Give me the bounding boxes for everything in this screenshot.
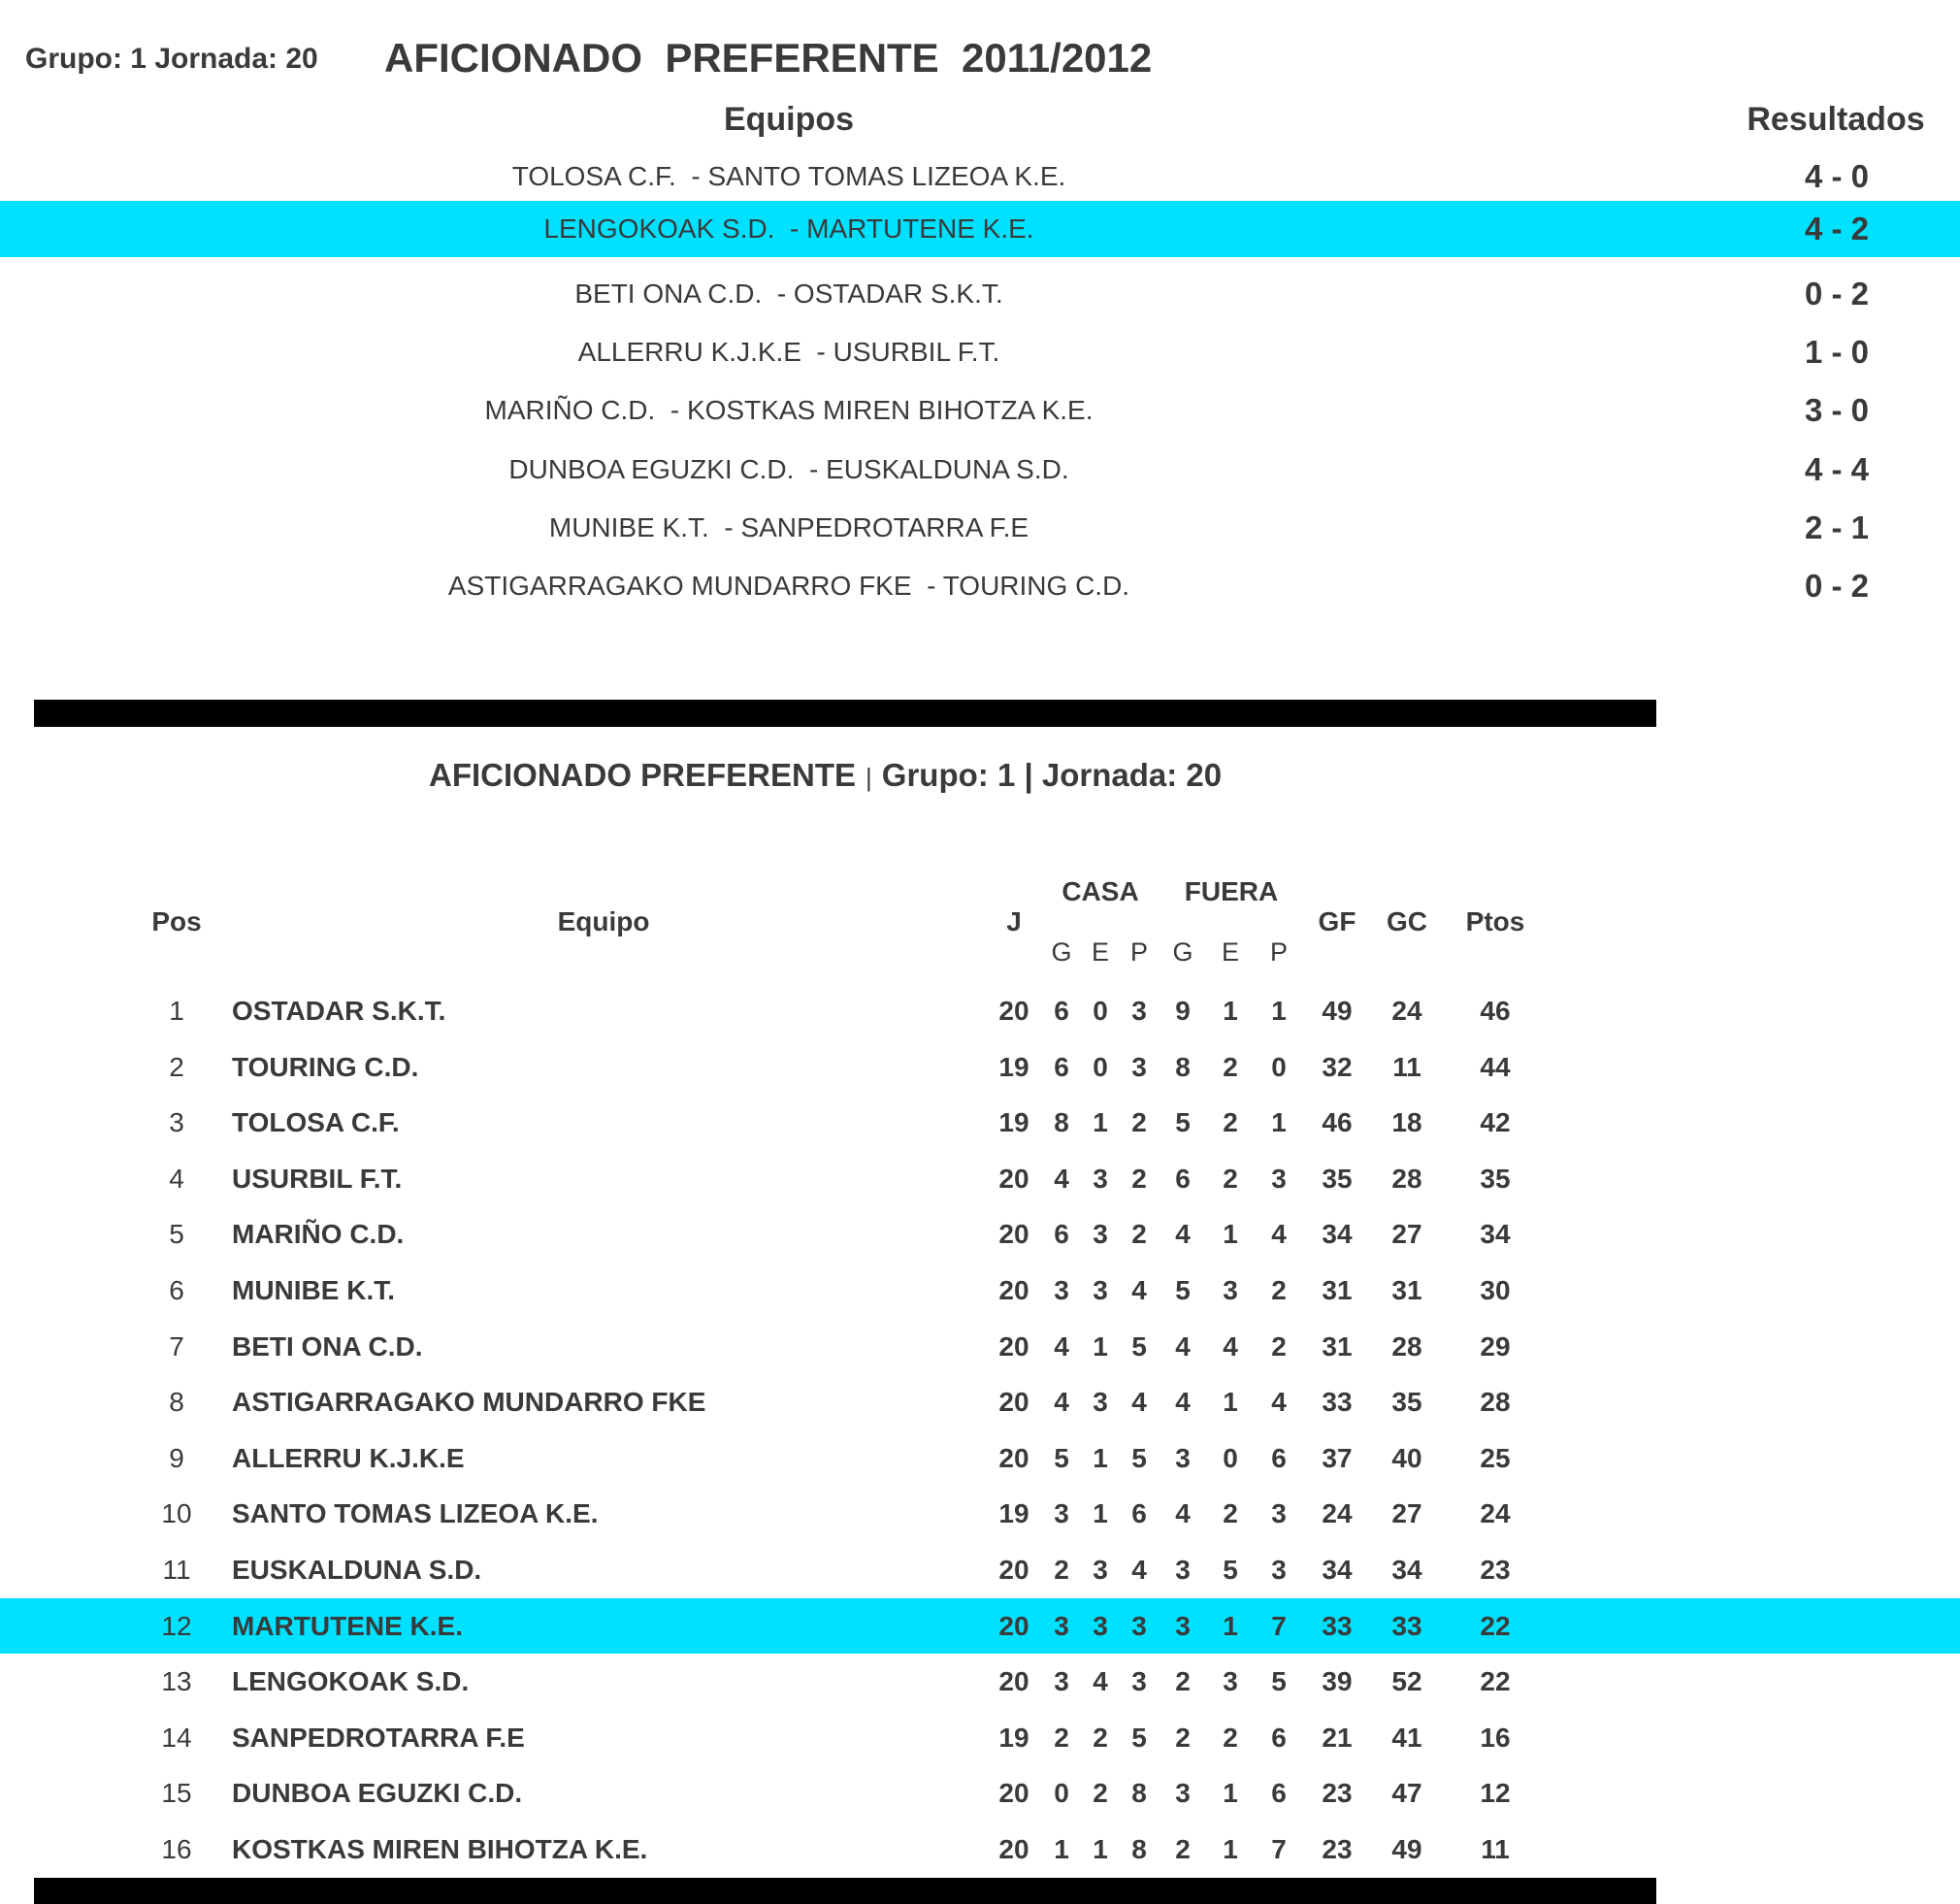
- home-drawn-cell: 3: [1093, 1386, 1108, 1417]
- away-drawn-cell: 2: [1223, 1106, 1238, 1137]
- away-lost-cell: 2: [1271, 1274, 1287, 1305]
- away-column-header: FUERA: [1184, 876, 1279, 906]
- played-cell: 19: [998, 1051, 1029, 1082]
- goals-against-cell: 35: [1391, 1386, 1422, 1417]
- home-drawn-cell: 3: [1093, 1554, 1108, 1585]
- standings-row: [0, 983, 1960, 1038]
- match-teams: LENGOKOAK S.D. - MARTUTENE K.E.: [543, 213, 1034, 244]
- played-cell: 19: [998, 1106, 1029, 1137]
- goals-for-cell: 21: [1322, 1722, 1353, 1753]
- team-column-header: Equipo: [557, 906, 650, 936]
- standings-row: [0, 1374, 1960, 1429]
- bottom-divider-bar: [34, 1878, 1656, 1904]
- away-drawn-cell: 1: [1223, 1218, 1238, 1249]
- away-drawn-cell: 3: [1223, 1274, 1238, 1305]
- away-lost-cell: 3: [1271, 1554, 1287, 1585]
- goals-for-cell: 32: [1322, 1051, 1353, 1082]
- divider-bar: [34, 700, 1656, 727]
- match-teams: DUNBOA EGUZKI C.D. - EUSKALDUNA S.D.: [508, 454, 1069, 484]
- team-name: ALLERRU K.J.K.E: [232, 1442, 465, 1473]
- home-drawn-header: E: [1091, 937, 1110, 967]
- played-column-header: J: [1006, 906, 1022, 936]
- goals-for-cell: 33: [1322, 1610, 1353, 1641]
- goals-against-cell: 24: [1391, 995, 1422, 1026]
- home-lost-cell: 3: [1131, 995, 1147, 1026]
- points-cell: 29: [1480, 1330, 1511, 1362]
- away-drawn-cell: 1: [1223, 1777, 1238, 1808]
- away-won-cell: 4: [1175, 1218, 1191, 1249]
- standings-row: [0, 1263, 1960, 1318]
- home-lost-cell: 4: [1131, 1274, 1147, 1305]
- goals-for-cell: 23: [1322, 1833, 1353, 1864]
- goals-against-cell: 18: [1391, 1106, 1422, 1137]
- standings-league: AFICIONADO PREFERENTE: [429, 757, 857, 793]
- match-score: 4 - 4: [1804, 451, 1870, 487]
- points-cell: 44: [1480, 1051, 1511, 1082]
- position-cell: 10: [161, 1497, 192, 1528]
- position-cell: 3: [169, 1106, 184, 1137]
- home-drawn-cell: 3: [1093, 1163, 1108, 1194]
- position-cell: 16: [161, 1833, 192, 1864]
- home-lost-cell: 2: [1131, 1163, 1147, 1194]
- team-name: TOLOSA C.F.: [232, 1106, 400, 1137]
- goals-against-cell: 28: [1391, 1330, 1422, 1362]
- team-name: OSTADAR S.K.T.: [232, 995, 446, 1026]
- points-cell: 34: [1480, 1218, 1511, 1249]
- position-cell: 15: [161, 1777, 192, 1808]
- home-drawn-cell: 2: [1093, 1777, 1108, 1808]
- standings-row: [0, 1095, 1960, 1150]
- points-header: Ptos: [1465, 906, 1525, 936]
- home-lost-cell: 8: [1131, 1777, 1147, 1808]
- played-cell: 20: [998, 1777, 1029, 1808]
- away-won-cell: 3: [1175, 1442, 1191, 1473]
- standings-row: [0, 1654, 1960, 1709]
- away-drawn-cell: 1: [1223, 1610, 1238, 1641]
- goals-against-header: GC: [1387, 906, 1427, 936]
- standings-group-round: Grupo: 1 | Jornada: 20: [881, 757, 1223, 793]
- home-lost-cell: 4: [1131, 1386, 1147, 1417]
- away-won-cell: 4: [1175, 1386, 1191, 1417]
- pos-column-header: Pos: [151, 906, 202, 936]
- away-drawn-cell: 2: [1223, 1722, 1238, 1753]
- away-drawn-cell: 1: [1223, 1833, 1238, 1864]
- match-teams: ASTIGARRAGAKO MUNDARRO FKE - TOURING C.D.: [447, 571, 1130, 601]
- home-drawn-cell: 1: [1093, 1330, 1108, 1362]
- home-drawn-cell: 1: [1093, 1833, 1108, 1864]
- standings-row: [0, 1151, 1960, 1206]
- home-lost-cell: 5: [1131, 1330, 1147, 1362]
- away-drawn-cell: 3: [1223, 1665, 1238, 1696]
- points-cell: 16: [1480, 1722, 1511, 1753]
- goals-against-cell: 49: [1391, 1833, 1422, 1864]
- team-name: MARTUTENE K.E.: [232, 1610, 463, 1641]
- home-won-cell: 4: [1054, 1386, 1069, 1417]
- goals-for-cell: 49: [1322, 995, 1353, 1026]
- home-lost-cell: 2: [1131, 1106, 1147, 1137]
- match-row: [0, 500, 1960, 556]
- home-drawn-cell: 2: [1093, 1722, 1108, 1753]
- away-drawn-cell: 2: [1223, 1497, 1238, 1528]
- home-lost-cell: 4: [1131, 1554, 1147, 1585]
- home-won-cell: 3: [1054, 1610, 1069, 1641]
- away-won-cell: 3: [1175, 1554, 1191, 1585]
- played-cell: 20: [998, 1386, 1029, 1417]
- team-name: KOSTKAS MIREN BIHOTZA K.E.: [232, 1833, 648, 1864]
- match-teams: ALLERRU K.J.K.E - USURBIL F.T.: [577, 337, 1000, 367]
- away-drawn-header: E: [1221, 937, 1240, 967]
- home-won-cell: 3: [1054, 1274, 1069, 1305]
- points-cell: 11: [1481, 1833, 1510, 1864]
- goals-against-cell: 34: [1391, 1554, 1422, 1585]
- match-score: 4 - 0: [1804, 158, 1870, 194]
- home-won-cell: 6: [1054, 995, 1069, 1026]
- away-won-cell: 2: [1175, 1833, 1191, 1864]
- home-drawn-cell: 1: [1093, 1497, 1108, 1528]
- away-lost-cell: 0: [1271, 1051, 1287, 1082]
- away-lost-cell: 1: [1271, 1106, 1287, 1137]
- match-teams: MUNIBE K.T. - SANPEDROTARRA F.E: [548, 512, 1029, 542]
- home-won-cell: 6: [1054, 1218, 1069, 1249]
- points-cell: 12: [1480, 1777, 1511, 1808]
- home-lost-cell: 6: [1131, 1497, 1147, 1528]
- team-name: SANTO TOMAS LIZEOA K.E.: [232, 1497, 599, 1528]
- goals-for-cell: 31: [1322, 1330, 1353, 1362]
- points-cell: 24: [1480, 1497, 1511, 1528]
- away-drawn-cell: 5: [1223, 1554, 1238, 1585]
- away-drawn-cell: 2: [1223, 1163, 1238, 1194]
- goals-for-cell: 33: [1322, 1386, 1353, 1417]
- standings-row: [0, 1542, 1960, 1597]
- goals-against-cell: 27: [1391, 1497, 1422, 1528]
- away-won-cell: 3: [1175, 1777, 1191, 1808]
- away-drawn-cell: 0: [1223, 1442, 1238, 1473]
- away-won-cell: 2: [1175, 1665, 1191, 1696]
- goals-for-cell: 24: [1322, 1497, 1353, 1528]
- goals-for-cell: 34: [1322, 1218, 1353, 1249]
- page-title: AFICIONADO PREFERENTE 2011/2012: [384, 35, 1153, 81]
- away-won-cell: 5: [1175, 1106, 1191, 1137]
- home-won-cell: 2: [1054, 1554, 1069, 1585]
- goals-against-cell: 33: [1391, 1610, 1422, 1641]
- away-drawn-cell: 4: [1223, 1330, 1238, 1362]
- played-cell: 20: [998, 1665, 1029, 1696]
- points-cell: 30: [1480, 1274, 1511, 1305]
- played-cell: 20: [998, 1833, 1029, 1864]
- match-row: [0, 558, 1960, 614]
- match-row-highlighted: [0, 201, 1960, 257]
- points-cell: 22: [1480, 1665, 1511, 1696]
- home-drawn-cell: 0: [1093, 1051, 1108, 1082]
- match-row: [0, 442, 1960, 498]
- home-lost-cell: 3: [1131, 1051, 1147, 1082]
- played-cell: 20: [998, 1330, 1029, 1362]
- match-row: [0, 324, 1960, 380]
- position-cell: 4: [169, 1163, 184, 1194]
- team-name: TOURING C.D.: [232, 1051, 419, 1082]
- group-round-label: Grupo: 1 Jornada: 20: [25, 43, 318, 75]
- home-won-header: G: [1051, 937, 1072, 967]
- away-won-cell: 4: [1175, 1497, 1191, 1528]
- goals-against-cell: 11: [1392, 1051, 1421, 1082]
- home-drawn-cell: 1: [1093, 1442, 1108, 1473]
- home-won-cell: 2: [1054, 1722, 1069, 1753]
- position-cell: 1: [169, 995, 184, 1026]
- position-cell: 11: [162, 1554, 191, 1585]
- home-won-cell: 3: [1054, 1665, 1069, 1696]
- standings-row: [0, 1710, 1960, 1765]
- goals-against-cell: 27: [1391, 1218, 1422, 1249]
- home-lost-cell: 5: [1131, 1442, 1147, 1473]
- standings-row: [0, 1430, 1960, 1486]
- goals-against-cell: 28: [1391, 1163, 1422, 1194]
- home-lost-header: P: [1129, 937, 1149, 967]
- played-cell: 19: [998, 1722, 1029, 1753]
- away-drawn-cell: 1: [1223, 1386, 1238, 1417]
- standings-row: [0, 1039, 1960, 1095]
- goals-for-cell: 34: [1322, 1554, 1353, 1585]
- standings-row: [0, 1486, 1960, 1541]
- home-drawn-cell: 3: [1093, 1610, 1108, 1641]
- home-won-cell: 6: [1054, 1051, 1069, 1082]
- points-cell: 22: [1480, 1610, 1511, 1641]
- played-cell: 20: [998, 1274, 1029, 1305]
- home-lost-cell: 8: [1131, 1833, 1147, 1864]
- points-cell: 42: [1480, 1106, 1511, 1137]
- standings-row: [0, 1319, 1960, 1374]
- standings-row: [0, 1822, 1960, 1877]
- team-name: MARIÑO C.D.: [232, 1218, 405, 1249]
- home-column-header: CASA: [1062, 876, 1139, 906]
- points-cell: 25: [1480, 1442, 1511, 1473]
- away-lost-cell: 4: [1271, 1386, 1287, 1417]
- team-name: SANPEDROTARRA F.E: [232, 1722, 525, 1753]
- away-won-cell: 3: [1175, 1610, 1191, 1641]
- goals-for-cell: 39: [1322, 1665, 1353, 1696]
- away-won-cell: 4: [1175, 1330, 1191, 1362]
- position-cell: 7: [169, 1330, 184, 1362]
- away-lost-header: P: [1269, 937, 1289, 967]
- position-cell: 5: [169, 1218, 184, 1249]
- standings-row: [0, 1765, 1960, 1821]
- home-drawn-cell: 3: [1093, 1218, 1108, 1249]
- played-cell: 20: [998, 1163, 1029, 1194]
- position-cell: 9: [169, 1442, 184, 1473]
- away-won-cell: 9: [1175, 995, 1191, 1026]
- team-name: USURBIL F.T.: [232, 1163, 403, 1194]
- match-score: 4 - 2: [1804, 211, 1870, 246]
- results-column-header: Resultados: [1747, 101, 1925, 138]
- match-score: 2 - 1: [1804, 509, 1870, 545]
- position-cell: 14: [161, 1722, 192, 1753]
- away-lost-cell: 6: [1271, 1722, 1287, 1753]
- position-cell: 6: [169, 1274, 184, 1305]
- position-cell: 2: [169, 1051, 184, 1082]
- position-cell: 12: [161, 1610, 192, 1641]
- away-won-header: G: [1172, 937, 1193, 967]
- away-drawn-cell: 1: [1223, 995, 1238, 1026]
- points-cell: 28: [1480, 1386, 1511, 1417]
- goals-for-cell: 35: [1322, 1163, 1353, 1194]
- goals-for-cell: 37: [1322, 1442, 1353, 1473]
- away-lost-cell: 5: [1271, 1665, 1287, 1696]
- home-won-cell: 4: [1054, 1330, 1069, 1362]
- match-row: [0, 266, 1960, 322]
- position-cell: 13: [161, 1665, 192, 1696]
- home-lost-cell: 2: [1131, 1218, 1147, 1249]
- home-won-cell: 8: [1054, 1106, 1069, 1137]
- match-teams: MARIÑO C.D. - KOSTKAS MIREN BIHOTZA K.E.: [484, 395, 1094, 425]
- team-name: DUNBOA EGUZKI C.D.: [232, 1777, 523, 1808]
- match-score: 0 - 2: [1804, 276, 1870, 312]
- team-name: BETI ONA C.D.: [232, 1330, 423, 1362]
- away-won-cell: 2: [1175, 1722, 1191, 1753]
- home-drawn-cell: 4: [1093, 1665, 1108, 1696]
- team-name: EUSKALDUNA S.D.: [232, 1554, 482, 1585]
- standings-row-highlighted: [0, 1598, 1960, 1654]
- standings-heading-separator: |: [866, 763, 872, 792]
- home-won-cell: 3: [1054, 1497, 1069, 1528]
- goals-for-cell: 31: [1322, 1274, 1353, 1305]
- teams-column-header: Equipos: [723, 101, 855, 138]
- played-cell: 20: [998, 1442, 1029, 1473]
- goals-against-cell: 41: [1391, 1722, 1422, 1753]
- position-cell: 8: [169, 1386, 184, 1417]
- home-drawn-cell: 3: [1093, 1274, 1108, 1305]
- away-won-cell: 8: [1175, 1051, 1191, 1082]
- played-cell: 20: [998, 1218, 1029, 1249]
- team-name: LENGOKOAK S.D.: [232, 1665, 470, 1696]
- away-won-cell: 5: [1175, 1274, 1191, 1305]
- home-drawn-cell: 0: [1093, 995, 1108, 1026]
- goals-for-header: GF: [1318, 906, 1356, 936]
- away-lost-cell: 3: [1271, 1163, 1287, 1194]
- played-cell: 19: [998, 1497, 1029, 1528]
- standings-row: [0, 1206, 1960, 1262]
- match-score: 3 - 0: [1804, 392, 1870, 428]
- away-lost-cell: 7: [1271, 1833, 1287, 1864]
- match-score: 1 - 0: [1804, 334, 1870, 370]
- match-teams: TOLOSA C.F. - SANTO TOMAS LIZEOA K.E.: [511, 161, 1066, 191]
- goals-for-cell: 46: [1322, 1106, 1353, 1137]
- goals-against-cell: 47: [1391, 1777, 1422, 1808]
- home-won-cell: 4: [1054, 1163, 1069, 1194]
- home-won-cell: 1: [1054, 1833, 1069, 1864]
- goals-against-cell: 52: [1391, 1665, 1422, 1696]
- away-lost-cell: 7: [1271, 1610, 1287, 1641]
- home-won-cell: 0: [1054, 1777, 1069, 1808]
- match-row: [0, 148, 1960, 205]
- away-lost-cell: 3: [1271, 1497, 1287, 1528]
- goals-against-cell: 40: [1391, 1442, 1422, 1473]
- home-lost-cell: 5: [1131, 1722, 1147, 1753]
- played-cell: 20: [998, 1554, 1029, 1585]
- points-cell: 23: [1480, 1554, 1511, 1585]
- played-cell: 20: [998, 995, 1029, 1026]
- away-lost-cell: 6: [1271, 1442, 1287, 1473]
- goals-for-cell: 23: [1322, 1777, 1353, 1808]
- team-name: ASTIGARRAGAKO MUNDARRO FKE: [232, 1386, 706, 1417]
- match-teams: BETI ONA C.D. - OSTADAR S.K.T.: [574, 279, 1003, 309]
- match-score: 0 - 2: [1804, 568, 1870, 604]
- away-lost-cell: 2: [1271, 1330, 1287, 1362]
- away-won-cell: 6: [1175, 1163, 1191, 1194]
- points-cell: 35: [1480, 1163, 1511, 1194]
- played-cell: 20: [998, 1610, 1029, 1641]
- home-lost-cell: 3: [1131, 1665, 1147, 1696]
- goals-against-cell: 31: [1391, 1274, 1422, 1305]
- home-won-cell: 5: [1054, 1442, 1069, 1473]
- standings-heading: [429, 757, 1222, 794]
- away-lost-cell: 4: [1271, 1218, 1287, 1249]
- home-lost-cell: 3: [1131, 1610, 1147, 1641]
- points-cell: 46: [1480, 995, 1511, 1026]
- team-name: MUNIBE K.T.: [232, 1274, 395, 1305]
- away-drawn-cell: 2: [1223, 1051, 1238, 1082]
- away-lost-cell: 6: [1271, 1777, 1287, 1808]
- home-drawn-cell: 1: [1093, 1106, 1108, 1137]
- away-lost-cell: 1: [1271, 995, 1287, 1026]
- match-row: [0, 382, 1960, 439]
